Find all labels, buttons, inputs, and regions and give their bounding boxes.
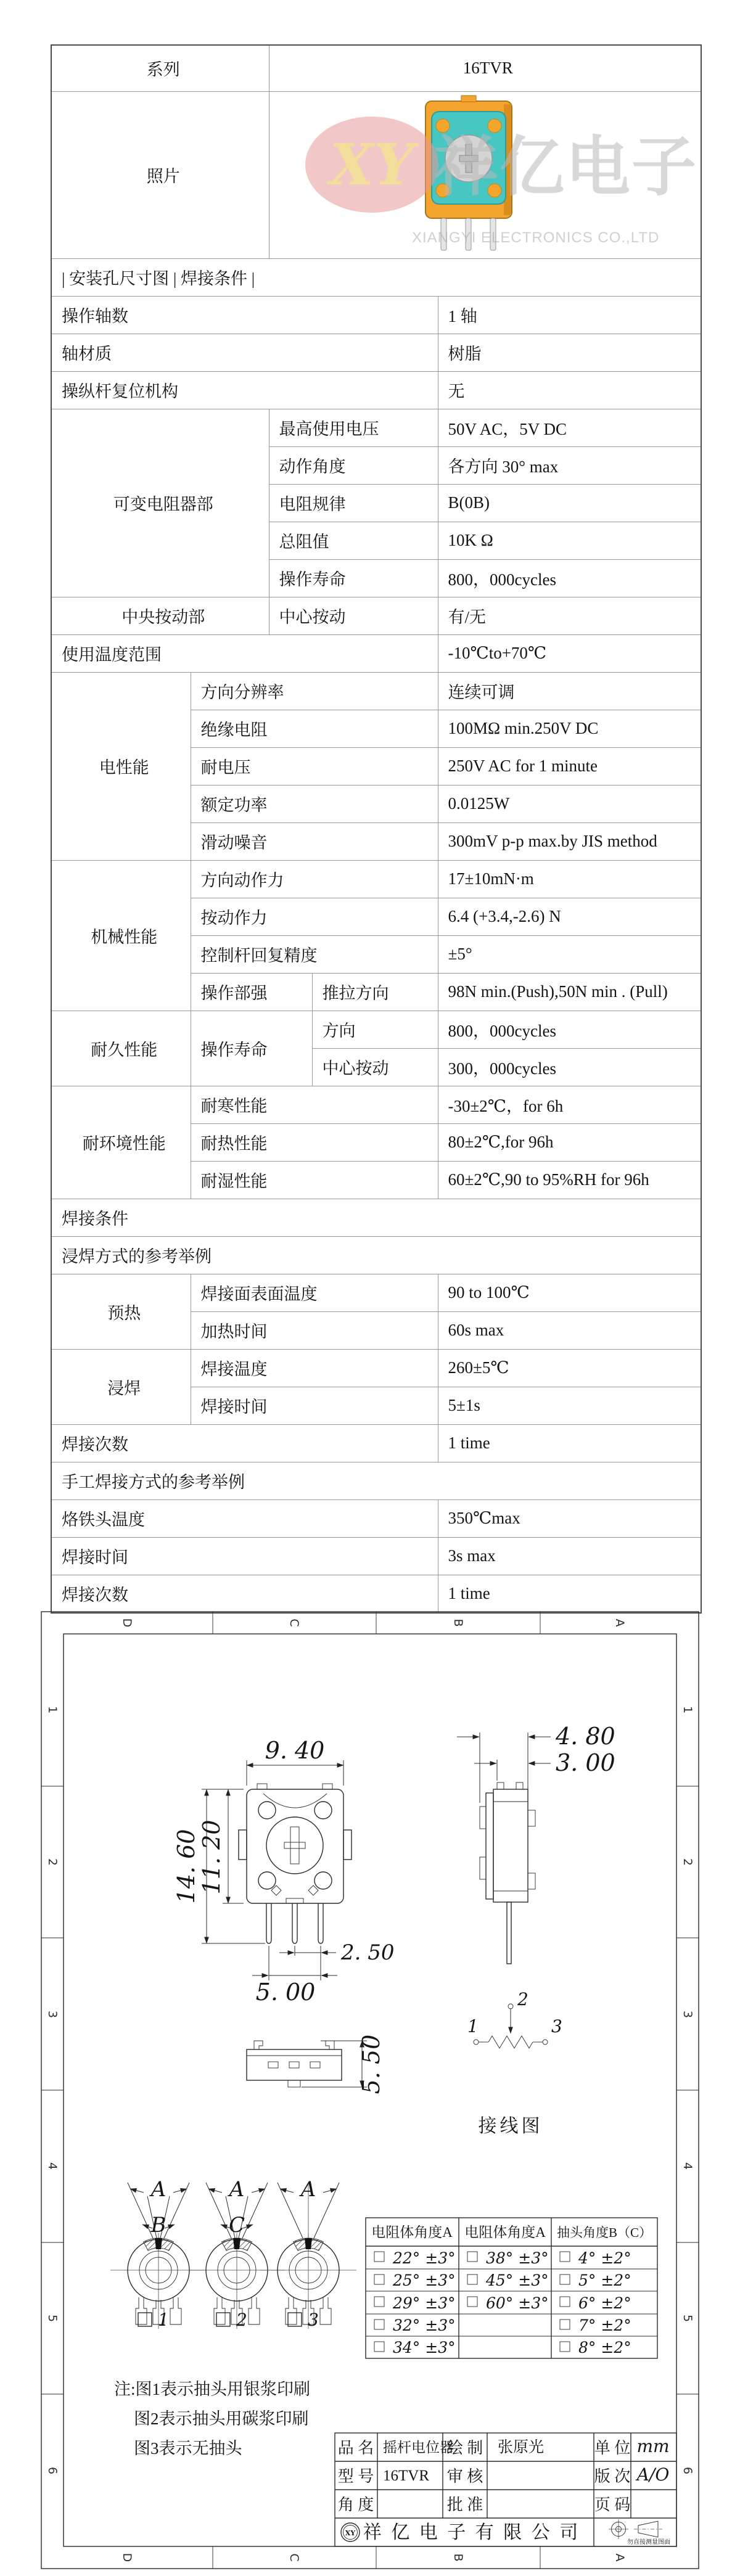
spec-label: 焊接温度 (191, 1349, 438, 1387)
dim-total-height: 14. 60 (173, 1829, 200, 1904)
dim-side-total: 4. 80 (556, 1723, 615, 1750)
zone-letter: B (451, 2553, 465, 2562)
wiring-caption: 接线图 (478, 2116, 543, 2136)
dim-pin-pitch: 2. 50 (341, 1940, 395, 1965)
spec-value: 300mV p-p max.by JIS method (438, 822, 701, 860)
projection-symbol (609, 2519, 662, 2539)
tb-model-label: 型 号 (337, 2467, 374, 2485)
rotor-diagrams (110, 2177, 356, 2330)
terminal-3-label: 3 (551, 2016, 562, 2037)
engineering-drawing (40, 1610, 700, 2570)
angle-option: 34° ±3° (393, 2339, 456, 2357)
spec-value: 250V AC for 1 minute (438, 747, 701, 785)
spec-value: 1 time (438, 1575, 701, 1613)
tb-approve-label: 批 准 (446, 2496, 483, 2514)
series-label: 系列 (51, 45, 269, 91)
spec-label: 操作寿命 (269, 559, 438, 597)
photo-label: 照片 (51, 91, 269, 258)
spec-value: 90 to 100℃ (438, 1274, 701, 1311)
tb-angle-label: 角 度 (337, 2496, 374, 2514)
watermark-logo: XY (329, 131, 414, 198)
spec-label: 耐电压 (191, 747, 438, 785)
angle-table (366, 2218, 657, 2358)
tb-check-label: 审 核 (446, 2467, 483, 2485)
angle-option: 45° ±3° (486, 2271, 549, 2289)
dim-side-body: 3. 00 (556, 1749, 615, 1776)
zone-number: 4 (681, 2162, 694, 2170)
front-view (173, 1737, 395, 2006)
spec-label: 滑动噪音 (191, 822, 438, 860)
spec-group: 浸焊 (51, 1349, 191, 1424)
tb-draw-value: 张原光 (498, 2439, 545, 2456)
angle-option: 6° ±2° (578, 2294, 631, 2312)
zone-letter: D (120, 1618, 134, 1628)
spec-sublabel: 方向 (312, 1011, 438, 1048)
spec-sublabel: 中心按动 (312, 1048, 438, 1086)
spec-label: 总阻值 (269, 522, 438, 559)
spec-label: 中心按动 (269, 597, 438, 634)
angle-option: 60° ±3° (486, 2294, 549, 2312)
section-header: | 安装孔尺寸图 | 焊接条件 | (51, 258, 701, 296)
zone-letter: C (287, 1618, 301, 1627)
note-line: 图2表示抽头用碳浆印刷 (134, 2410, 309, 2428)
spec-value: 树脂 (438, 334, 701, 371)
spec-label: 控制杆回复精度 (191, 935, 438, 973)
zone-number: 2 (46, 1858, 59, 1866)
figure-3-number: 3 (308, 2310, 319, 2330)
spec-value: 800，000cycles (438, 1011, 701, 1048)
spec-label: 焊接时间 (191, 1387, 438, 1424)
spec-label: 方向动作力 (191, 860, 438, 898)
spec-label: 操作部强 (191, 973, 312, 1011)
zone-letter: A (613, 2553, 627, 2562)
zone-number: 5 (681, 2314, 694, 2323)
tb-page-label: 页 码 (594, 2496, 631, 2514)
terminal-2-label: 2 (517, 1989, 528, 2009)
spec-value: 1 轴 (438, 296, 701, 334)
spec-value: 10K Ω (438, 522, 701, 559)
angle-table-header: 电阻体角度A (371, 2225, 453, 2240)
spec-value: 无 (438, 371, 701, 409)
angle-c-label: C (228, 2213, 245, 2238)
spec-value: 50V AC，5V DC (438, 409, 701, 446)
spec-label: 焊接次数 (51, 1424, 438, 1462)
product-photo (279, 92, 702, 258)
company-logo: XY (345, 2529, 356, 2537)
watermark-cn: 祥亿电子 (433, 131, 697, 203)
spec-label: 电阻规律 (269, 484, 438, 522)
spec-group: 中央按动部 (51, 597, 269, 634)
spec-label: 绝缘电阻 (191, 710, 438, 747)
spec-label: 加热时间 (191, 1311, 438, 1349)
spec-value: 80±2℃,for 96h (438, 1123, 701, 1161)
spec-label: 操作寿命 (191, 1011, 312, 1086)
dim-bottom-height: 5. 50 (358, 2034, 385, 2094)
zone-letter: C (287, 2553, 301, 2562)
drawing-notes (114, 2380, 310, 2458)
spec-value: 300，000cycles (438, 1048, 701, 1086)
angle-a-label: A (229, 2177, 245, 2202)
spec-value: -30±2℃，for 6h (438, 1086, 701, 1123)
wiring-diagram (467, 1989, 562, 2136)
zone-number: 3 (46, 2010, 59, 2019)
angle-table-header: 抽头角度B（C） (556, 2225, 652, 2240)
angle-table-header: 电阻体角度A (464, 2225, 546, 2240)
angle-option: 5° ±2° (578, 2271, 631, 2289)
spec-label: 耐湿性能 (191, 1161, 438, 1199)
spec-group: 机械性能 (51, 860, 191, 1011)
dim-pin-span: 5. 00 (255, 1979, 316, 2006)
dim-front-width: 9. 40 (265, 1737, 325, 1764)
figure-2-number: 2 (236, 2310, 247, 2330)
tb-rev-value: A/O (636, 2464, 670, 2485)
spec-label: 方向分辨率 (191, 672, 438, 710)
spec-label: 焊接时间 (51, 1537, 438, 1575)
spec-value: 3s max (438, 1537, 701, 1575)
photo-cell (269, 91, 701, 258)
spec-label: 按动作力 (191, 898, 438, 935)
spec-label: 耐热性能 (191, 1123, 438, 1161)
spec-sublabel: 推拉方向 (312, 973, 438, 1011)
tb-name-label: 品 名 (337, 2439, 374, 2457)
note-line: 图3表示无抽头 (134, 2439, 242, 2458)
tb-unit-label: 单 位 (594, 2439, 631, 2457)
spec-value: ±5° (438, 935, 701, 973)
watermark-en: XIANGYI ELECTRONICS CO.,LTD (411, 229, 659, 246)
spec-label: 最高使用电压 (269, 409, 438, 446)
spec-value: 800，000cycles (438, 559, 701, 597)
angle-b-label: B (150, 2213, 166, 2238)
bottom-view (247, 2035, 385, 2094)
figure-1-number: 1 (158, 2310, 169, 2330)
spec-label: 动作角度 (269, 446, 438, 484)
spec-value: 0.0125W (438, 785, 701, 822)
angle-a-label: A (300, 2177, 316, 2202)
watermark (305, 117, 697, 246)
zone-number: 1 (681, 1705, 694, 1714)
spec-value: 1 time (438, 1424, 701, 1462)
spec-value: 98N min.(Push),50N min . (Pull) (438, 973, 701, 1011)
spec-value: -10℃to+70℃ (438, 634, 701, 672)
zone-number: 2 (681, 1858, 694, 1866)
spec-value: 60s max (438, 1311, 701, 1349)
spec-value: 连续可调 (438, 672, 701, 710)
spec-section-title: 浸焊方式的参考举例 (51, 1236, 701, 1274)
angle-option: 22° ±3° (393, 2249, 456, 2267)
spec-group: 耐环境性能 (51, 1086, 191, 1199)
title-block (335, 2433, 676, 2546)
spec-label: 烙铁头温度 (51, 1499, 438, 1537)
projection-note: 勿直接测量图面 (627, 2539, 670, 2546)
spec-section-title: 焊接条件 (51, 1199, 701, 1236)
spec-value: 有/无 (438, 597, 701, 634)
spec-group: 电性能 (51, 672, 191, 860)
terminal-1-label: 1 (467, 2016, 479, 2037)
spec-label: 焊接次数 (51, 1575, 438, 1613)
spec-value: B(0B) (438, 484, 701, 522)
zone-number: 6 (681, 2466, 694, 2475)
angle-option: 38° ±3° (486, 2249, 549, 2267)
spec-value: 260±5℃ (438, 1349, 701, 1387)
spec-label: 焊接面表面温度 (191, 1274, 438, 1311)
zone-letter: D (120, 2553, 134, 2562)
angle-a-label: A (150, 2177, 166, 2202)
spec-value: 17±10mN·m (438, 860, 701, 898)
zone-number: 5 (46, 2314, 59, 2323)
spec-table (51, 44, 702, 1614)
spec-label: 额定功率 (191, 785, 438, 822)
spec-value: 6.4 (+3.4,-2.6) N (438, 898, 701, 935)
angle-option: 8° ±2° (578, 2339, 631, 2357)
zone-letter: B (451, 1618, 465, 1627)
series-value: 16TVR (269, 45, 701, 91)
spec-label: 操纵杆复位机构 (51, 371, 438, 409)
spec-group: 耐久性能 (51, 1011, 191, 1086)
zone-letter: A (613, 1618, 627, 1627)
tb-draw-label: 绘 制 (446, 2439, 483, 2457)
spec-value: 350℃max (438, 1499, 701, 1537)
spec-value: 各方向 30° max (438, 446, 701, 484)
spec-section-title: 手工焊接方式的参考举例 (51, 1462, 701, 1499)
spec-label: 耐寒性能 (191, 1086, 438, 1123)
zone-number: 4 (46, 2162, 59, 2170)
zone-number: 3 (681, 2010, 694, 2019)
spec-label: 操作轴数 (51, 296, 438, 334)
spec-group: 预热 (51, 1274, 191, 1349)
angle-option: 25° ±3° (393, 2271, 456, 2289)
tb-rev-label: 版 次 (594, 2467, 631, 2485)
spec-value: 100MΩ min.250V DC (438, 710, 701, 747)
side-view (457, 1723, 615, 1964)
tb-model-value: 16TVR (383, 2467, 429, 2484)
note-line: 注:图1表示抽头用银浆印刷 (114, 2380, 311, 2398)
zone-number: 6 (46, 2466, 59, 2475)
angle-option: 7° ±2° (578, 2316, 631, 2334)
angle-option: 32° ±3° (393, 2316, 456, 2334)
zone-number: 1 (46, 1705, 59, 1714)
spec-value: 5±1s (438, 1387, 701, 1424)
tb-unit-value: mm (636, 2436, 670, 2456)
spec-label: 轴材质 (51, 334, 438, 371)
angle-option: 29° ±3° (393, 2294, 456, 2312)
spec-group: 可变电阻器部 (51, 409, 269, 597)
spec-value: 60±2℃,90 to 95%RH for 96h (438, 1161, 701, 1199)
tb-name-value: 摇杆电位器 (383, 2440, 454, 2455)
angle-option: 4° ±2° (578, 2249, 631, 2267)
dim-body-height: 11. 20 (198, 1819, 225, 1895)
spec-label: 使用温度范围 (51, 634, 438, 672)
company-name: 祥 亿 电 子 有 限 公 司 (363, 2522, 581, 2543)
